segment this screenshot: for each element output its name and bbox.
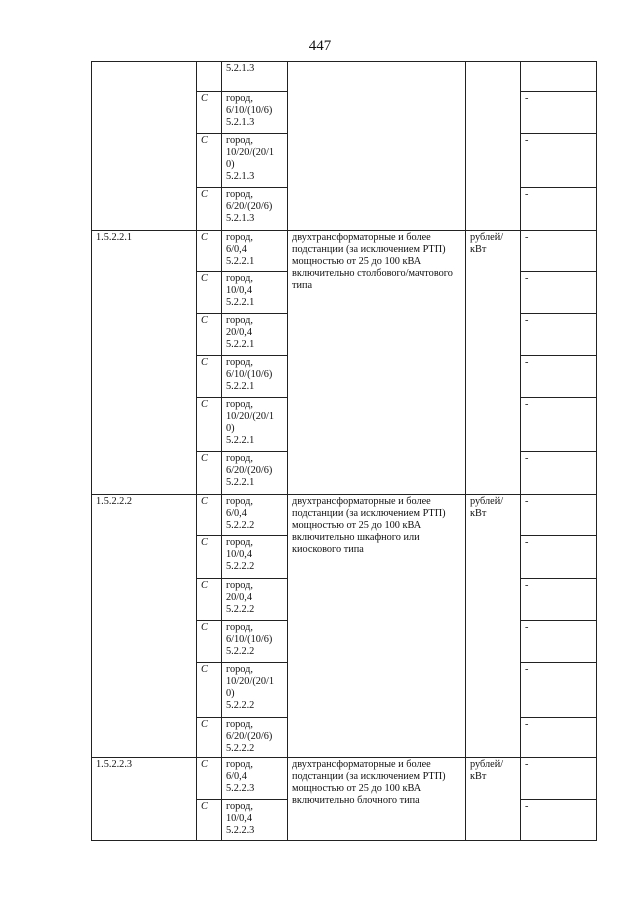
code-cell — [92, 62, 197, 231]
class-cell: C — [197, 231, 222, 272]
class-cell: C — [197, 495, 222, 536]
value-cell: - — [521, 758, 597, 800]
class-cell: C — [197, 663, 222, 718]
parameters-cell: город, 10/20/(20/1 0) 5.2.2.1 — [222, 398, 288, 452]
code-cell: 1.5.2.2.2 — [92, 495, 197, 758]
description-cell: двухтрансформаторные и более подстанции (за исключением РТП) мощностью от 25 до 100 кВА включительно шкафного или киоскового типа — [288, 495, 466, 758]
parameters-cell: город, 6/0,4 5.2.2.2 — [222, 495, 288, 536]
parameters-cell: город, 10/20/(20/1 0) 5.2.1.3 — [222, 134, 288, 188]
table-row — [92, 62, 597, 92]
parameters-cell: город, 10/0,4 5.2.2.3 — [222, 800, 288, 841]
value-cell: - — [521, 579, 597, 621]
class-cell: C — [197, 356, 222, 398]
code-cell: 1.5.2.2.1 — [92, 231, 197, 495]
description-cell: двухтрансформаторные и более подстанции (за исключением РТП) мощностью от 25 до 100 кВА включительно блочного типа — [288, 758, 466, 841]
class-cell: C — [197, 579, 222, 621]
parameters-cell: город, 10/0,4 5.2.2.1 — [222, 272, 288, 314]
unit-cell: рублей/ кВт — [466, 758, 521, 841]
class-cell: C — [197, 758, 222, 800]
page-number: 447 — [308, 38, 332, 54]
class-cell: C — [197, 134, 222, 188]
parameters-cell: город, 6/20/(20/6) 5.2.1.3 — [222, 188, 288, 231]
parameters-cell: город, 10/0,4 5.2.2.2 — [222, 536, 288, 579]
value-cell: - — [521, 398, 597, 452]
code-cell: 1.5.2.2.3 — [92, 758, 197, 841]
value-cell: - — [521, 800, 597, 841]
value-cell: - — [521, 495, 597, 536]
parameters-cell: город, 6/20/(20/6) 5.2.2.1 — [222, 452, 288, 495]
parameters-cell: 5.2.1.3 — [222, 62, 288, 92]
class-cell: C — [197, 536, 222, 579]
value-cell: - — [521, 663, 597, 718]
value-cell: - — [521, 356, 597, 398]
value-cell: - — [521, 621, 597, 663]
unit-cell: рублей/ кВт — [466, 495, 521, 758]
parameters-cell: город, 6/0,4 5.2.2.3 — [222, 758, 288, 800]
class-cell: C — [197, 314, 222, 356]
parameters-cell: город, 6/10/(10/6) 5.2.1.3 — [222, 92, 288, 134]
class-cell: C — [197, 92, 222, 134]
value-cell — [521, 62, 597, 92]
parameters-cell: город, 20/0,4 5.2.2.2 — [222, 579, 288, 621]
table-row — [92, 495, 597, 536]
value-cell: - — [521, 134, 597, 188]
table-row — [92, 758, 597, 800]
value-cell: - — [521, 314, 597, 356]
class-cell: C — [197, 800, 222, 841]
parameters-cell: город, 6/10/(10/6) 5.2.2.1 — [222, 356, 288, 398]
unit-cell — [466, 62, 521, 231]
value-cell: - — [521, 718, 597, 758]
value-cell: - — [521, 188, 597, 231]
class-cell: C — [197, 452, 222, 495]
value-cell: - — [521, 272, 597, 314]
description-cell — [288, 62, 466, 231]
unit-cell: рублей/ кВт — [466, 231, 521, 495]
class-cell: C — [197, 621, 222, 663]
class-cell: C — [197, 188, 222, 231]
parameters-cell: город, 10/20/(20/1 0) 5.2.2.2 — [222, 663, 288, 718]
class-cell: C — [197, 398, 222, 452]
parameters-cell: город, 6/0,4 5.2.2.1 — [222, 231, 288, 272]
parameters-cell: город, 6/10/(10/6) 5.2.2.2 — [222, 621, 288, 663]
value-cell: - — [521, 452, 597, 495]
class-cell: C — [197, 272, 222, 314]
value-cell: - — [521, 92, 597, 134]
class-cell: C — [197, 718, 222, 758]
parameters-cell: город, 20/0,4 5.2.2.1 — [222, 314, 288, 356]
value-cell: - — [521, 231, 597, 272]
class-cell — [197, 62, 222, 92]
value-cell: - — [521, 536, 597, 579]
table-row — [92, 231, 597, 272]
description-cell: двухтрансформаторные и более подстанции (за исключением РТП) мощностью от 25 до 100 кВА включительно столбового/мачтового типа — [288, 231, 466, 495]
tariff-table — [91, 61, 597, 841]
parameters-cell: город, 6/20/(20/6) 5.2.2.2 — [222, 718, 288, 758]
